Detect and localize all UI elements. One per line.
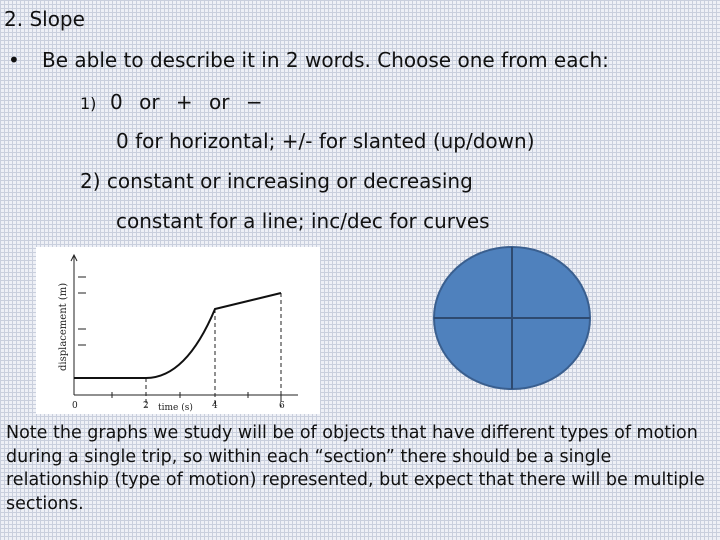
item1-number: 1) [80, 94, 97, 113]
displacement-time-graph [36, 247, 320, 414]
quadrant-circle-diagram [428, 244, 596, 394]
bullet-text: Be able to describe it in 2 words. Choose one from each: [42, 48, 609, 72]
x-axis-label: time (s) [158, 403, 193, 413]
item1-detail: 0 for horizontal; +/- for slanted (up/down) [116, 129, 535, 153]
x-tick-label-2: 2 [143, 401, 149, 411]
x-tick-label-4: 4 [212, 401, 218, 411]
item1-options: 0 or + or − [110, 90, 263, 114]
item2-detail: constant for a line; inc/dec for curves [116, 209, 490, 233]
item2-options: 2) constant or increasing or decreasing [80, 169, 473, 193]
slide-title: 2. Slope [4, 7, 85, 31]
bullet-marker: • [8, 48, 20, 72]
motion-curve [74, 293, 281, 378]
note-paragraph: Note the graphs we study will be of objects that have different types of motion during a single trip, so within each “section” there should be a single relationship (type of motion) represented, but expect that there will be multiple sections. [6, 423, 705, 514]
graph-svg [36, 247, 320, 414]
x-tick-label-6: 6 [279, 401, 285, 411]
y-axis-label: displacement (m) [58, 282, 69, 371]
x-tick-label-0: 0 [72, 401, 78, 411]
